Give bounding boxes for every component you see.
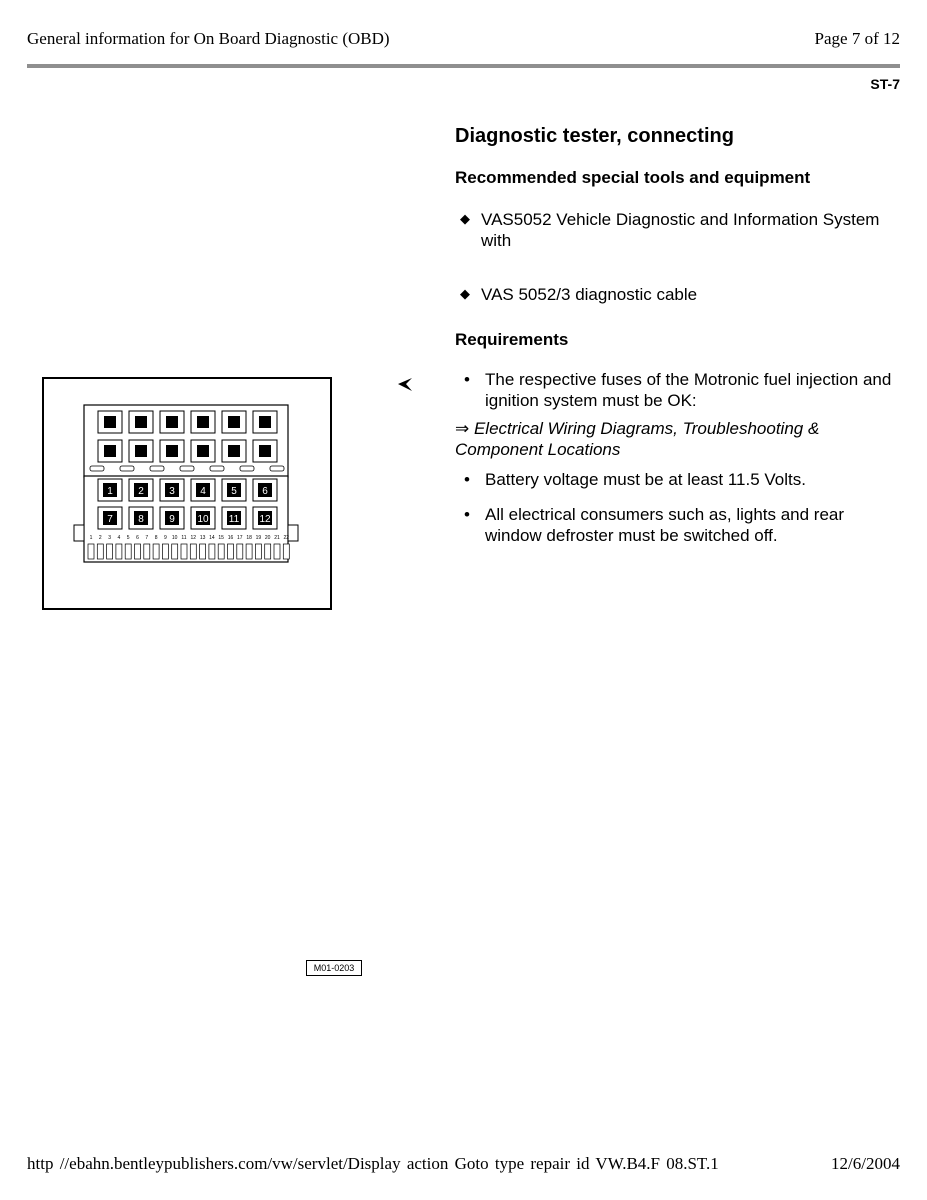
pin-number: 8 <box>154 535 158 541</box>
fuse-slot-empty <box>197 416 209 428</box>
header-divider <box>27 64 900 68</box>
requirement-text: All electrical consumers such as, lights and rear window defroster must be switched off. <box>485 505 845 545</box>
requirement-item <box>455 469 905 490</box>
clip-tab <box>150 466 164 471</box>
fuse-slot-empty <box>259 445 271 457</box>
pin-number: 6 <box>136 535 139 541</box>
clip-tab <box>270 466 284 471</box>
footer-date: 12/6/2004 <box>831 1154 900 1173</box>
fuse-slot-empty <box>104 416 116 428</box>
pin-terminal <box>218 544 224 559</box>
fuse-slot-empty <box>104 445 116 457</box>
pin-number: 1 <box>89 535 93 541</box>
arrow-pointer-icon <box>396 375 416 395</box>
requirement-item <box>455 369 905 411</box>
bullet-icon: • <box>464 370 470 389</box>
clip-tab <box>180 466 194 471</box>
section-code: ST-7 <box>870 76 900 92</box>
pin-terminal <box>228 544 234 559</box>
fuse-box-diagram <box>44 379 330 608</box>
fuse-slot-empty <box>228 445 240 457</box>
fuse-number: 9 <box>169 514 175 525</box>
pin-terminal <box>200 544 206 559</box>
pin-terminal <box>246 544 252 559</box>
fuse-number: 12 <box>259 514 271 525</box>
pin-number: 13 <box>199 535 206 541</box>
pin-number: 2 <box>98 535 102 541</box>
tool-item <box>455 209 905 251</box>
fuse-number: 5 <box>231 486 237 497</box>
pin-terminal <box>283 544 289 559</box>
fuse-number: 11 <box>228 514 240 525</box>
pin-terminal <box>97 544 103 559</box>
fuse-slot-empty <box>166 445 178 457</box>
pin-terminal <box>190 544 196 559</box>
fuse-number: 4 <box>200 486 206 497</box>
pin-terminal <box>125 544 131 559</box>
pin-number: 12 <box>190 535 197 541</box>
pin-number: 11 <box>181 535 187 541</box>
fuse-slot-empty <box>135 445 147 457</box>
pin-terminal <box>181 544 187 559</box>
page-header-title: General information for On Board Diagnostic (OBD) <box>27 29 390 48</box>
tool-item-text: VAS 5052/3 diagnostic cable <box>481 285 698 304</box>
pin-number: 7 <box>145 535 149 541</box>
pin-terminal <box>116 544 122 559</box>
fuse-number: 8 <box>138 514 144 525</box>
pin-number: 9 <box>164 535 167 541</box>
pin-terminal <box>274 544 280 559</box>
tool-item-text: VAS5052 Vehicle Diagnostic and Information System with <box>481 210 880 250</box>
pin-terminal <box>107 544 113 559</box>
mounting-tab-left <box>74 525 84 541</box>
tools-heading: Recommended special tools and equipment <box>455 168 811 187</box>
pin-number: 14 <box>209 535 215 541</box>
fuse-slot-empty <box>166 416 178 428</box>
fuse-slot-empty <box>228 416 240 428</box>
mounting-tab-right <box>288 525 298 541</box>
wiring-diagram-reference: ⇒ Electrical Wiring Diagrams, Troubleshooting & Component Locations <box>455 419 820 459</box>
pin-terminal <box>88 544 94 559</box>
pin-terminal <box>162 544 168 559</box>
page-number: Page 7 of 12 <box>814 29 900 48</box>
pin-number: 10 <box>171 535 178 541</box>
pin-terminal <box>265 544 271 559</box>
diamond-bullet-icon: ◆ <box>460 286 470 301</box>
pin-terminal <box>172 544 178 559</box>
bullet-icon: • <box>464 470 470 489</box>
requirement-item <box>455 504 905 546</box>
fuse-number: 3 <box>169 486 175 497</box>
clip-tab <box>210 466 224 471</box>
clip-tab <box>90 466 104 471</box>
fuse-number: 2 <box>138 486 144 497</box>
figure-label: M01-0203 <box>306 960 362 976</box>
content-column <box>455 124 905 546</box>
pin-number: 5 <box>126 535 130 541</box>
pin-terminal <box>255 544 261 559</box>
pin-terminal <box>153 544 159 559</box>
requirement-text: The respective fuses of the Motronic fuel injection and ignition system must be OK: <box>485 370 892 410</box>
requirements-heading: Requirements <box>455 330 569 349</box>
pin-terminal <box>144 544 150 559</box>
fuse-slot-empty <box>259 416 271 428</box>
section-heading: Diagnostic tester, connecting <box>455 125 734 147</box>
fuse-number: 1 <box>107 486 113 497</box>
fuse-number: 6 <box>262 486 268 497</box>
pin-number: 15 <box>218 535 224 541</box>
pin-number: 17 <box>237 535 243 541</box>
fuse-number: 10 <box>197 514 209 525</box>
fuse-slot-empty <box>197 445 209 457</box>
pin-number: 21 <box>274 535 280 541</box>
pin-number: 4 <box>117 535 121 541</box>
pin-terminal <box>209 544 215 559</box>
fuse-box-figure <box>42 377 355 973</box>
pin-number: 16 <box>227 535 234 541</box>
pin-number: 3 <box>108 535 111 541</box>
bullet-icon: • <box>464 505 470 524</box>
footer-url: http //ebahn.bentleypublishers.com/vw/servlet/Display action Goto type repair id VW.B4.F 08.ST.1 <box>27 1154 719 1173</box>
pin-number: 18 <box>246 535 252 541</box>
pin-number: 19 <box>255 535 262 541</box>
clip-tab <box>240 466 254 471</box>
pin-terminal <box>135 544 141 559</box>
diamond-bullet-icon: ◆ <box>460 211 470 226</box>
pin-terminal <box>237 544 243 559</box>
clip-tab <box>120 466 134 471</box>
tool-item <box>455 284 905 305</box>
fuse-slot-empty <box>135 416 147 428</box>
requirement-text: Battery voltage must be at least 11.5 Volts. <box>485 470 806 489</box>
pin-number: 22 <box>283 535 290 541</box>
pin-number: 20 <box>264 535 271 541</box>
fuse-number: 7 <box>107 514 113 525</box>
